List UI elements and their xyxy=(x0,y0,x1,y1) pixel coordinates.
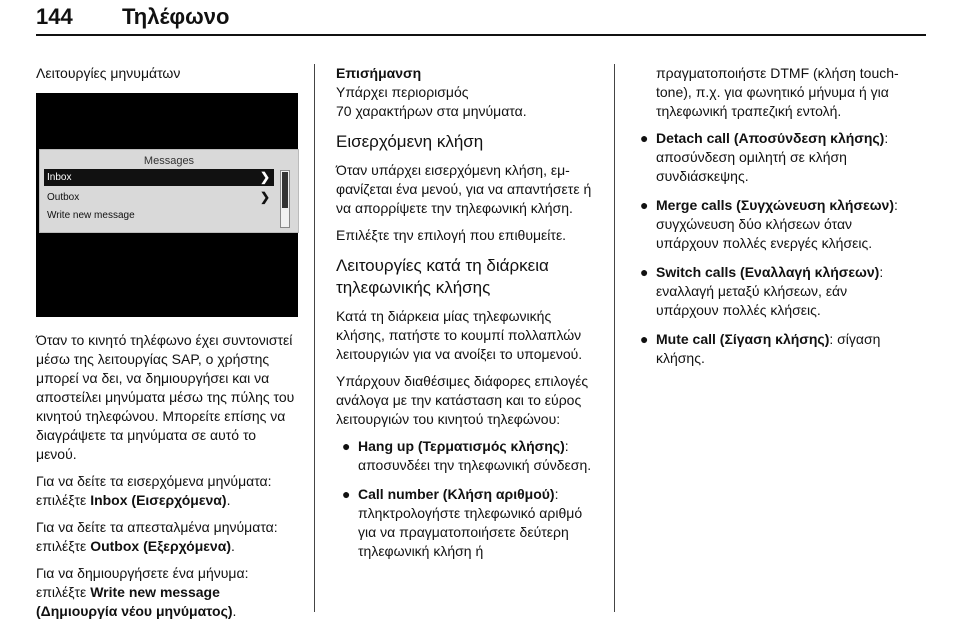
list-item-switch-calls: ● Switch calls (Εναλλαγή κλήσεων): εναλλαγή μεταξύ κλήσεων, εάν υπάρχουν πολλές κλήσεις. xyxy=(640,264,884,318)
paragraph-continuation: πραγματοποιήστε DTMF (κλήση touch-tone), π.χ. για φωνητικό μήνυμα ή για τηλεφωνική τραπεζική εντολή. xyxy=(656,65,899,119)
paragraph-inbox: Για να δείτε τα εισερχόμενα μηνύματα: επιλέξτε Inbox (Εισερχόμενα). xyxy=(36,473,272,508)
chevron-right-icon: ❯ xyxy=(259,190,270,204)
bullet-icon: ● xyxy=(640,130,649,146)
list-item-detach-call: ● Detach call (Αποσύνδεση κλήσης): αποσύνδεση ομιλητή σε κλήση συνδιάσκεψης. xyxy=(640,130,889,184)
inbox-label: Inbox (Εισερχόμενα) xyxy=(90,492,227,508)
menu-item-inbox[interactable] xyxy=(44,169,274,186)
bullet-icon: ● xyxy=(640,264,649,280)
paragraph-incoming: Όταν υπάρχει εισερχόμενη κλήση, εμφανίζεται ένα μενού, για να απαντήσετε ή να απορρίψετε την τηλεφωνική κλήση. xyxy=(336,162,592,216)
messages-screen xyxy=(39,149,299,233)
paragraph-during-call: Κατά τη διάρκεια μίας τηλεφωνικής κλήσης, πατήστε το κουμπί πολλαπλών λειτουργιών για να ανοίξει το υπομενού. xyxy=(336,308,583,362)
note-line: Υπάρχει περιορισμός xyxy=(336,84,469,100)
page-number: 144 xyxy=(36,4,73,29)
note-title: Επισήμανση xyxy=(336,65,422,81)
section-title-messages: Λειτουργίες μηνυμάτων xyxy=(36,65,181,81)
column-1 xyxy=(36,64,298,629)
chevron-right-icon: ❯ xyxy=(259,170,270,184)
bullet-icon: ● xyxy=(640,331,649,347)
column-divider-1 xyxy=(314,64,315,612)
list-item-mute-call: ● Mute call (Σίγαση κλήσης): σίγαση κλήσης. xyxy=(640,331,881,366)
note-line: 70 χαρακτήρων στα μηνύματα. xyxy=(336,103,527,119)
paragraph-outbox: Για να δείτε τα απεσταλμένα μηνύματα: επιλέξτε Outbox (Εξερχόμενα). xyxy=(36,519,278,554)
page-header xyxy=(36,0,926,36)
messages-screen-figure xyxy=(36,93,298,317)
paragraph-select-option: Επιλέξτε την επιλογή που επιθυμείτε. xyxy=(336,227,567,243)
list-item-hang-up: ● Hang up (Τερματισμός κλήσης): αποσυνδέει την τηλεφωνική σύνδεση. xyxy=(342,438,592,473)
scrollbar-thumb[interactable] xyxy=(282,172,288,208)
heading-during-call: Λειτουργίες κατά τη διάρκεια τηλεφωνικής κλήσης xyxy=(336,256,549,297)
list-item-call-number: ● Call number (Κλήση αριθμού): πληκτρολογήστε τηλεφωνικό αριθμό για να πραγματοποιήσετε δεύτερη τηλεφωνική κλήση ή xyxy=(342,486,583,559)
note-block xyxy=(336,64,598,121)
screen-title: Messages xyxy=(143,155,195,167)
menu-item-label: Inbox xyxy=(47,172,72,183)
heading-incoming-call: Εισερχόμενη κλήση xyxy=(336,132,484,151)
outbox-label: Outbox (Εξερχόμενα) xyxy=(90,538,231,554)
bullet-icon: ● xyxy=(640,197,649,213)
column-3 xyxy=(636,64,906,378)
write-new-message-label: Write new message (Δημιουργία νέου μηνύματος) xyxy=(36,584,233,619)
menu-item-outbox[interactable] xyxy=(44,189,274,206)
list-item-merge-calls: ● Merge calls (Συγχώνευση κλήσεων): συγχώνευση δύο κλήσεων όταν υπάρχουν πολλές ενεργές κλήσεις. xyxy=(640,197,898,251)
scrollbar[interactable] xyxy=(280,170,290,228)
menu-item-write-new-message[interactable] xyxy=(44,207,274,224)
bullet-icon: ● xyxy=(342,438,351,454)
menu-item-label: Write new message xyxy=(47,210,135,221)
header-rule xyxy=(36,34,926,36)
paragraph-write: Για να δημιουργήσετε ένα μήνυμα: επιλέξτε Write new message (Δημιουργία νέου μηνύματος). xyxy=(36,565,249,619)
column-2 xyxy=(336,64,598,571)
paragraph-sap: Όταν το κινητό τηλέφωνο έχει συντονιστεί μέσω της λειτουργίας SAP, ο χρήστης μπορεί να δει, να δημιουργήσει και να αποστείλει μηνύματα μέσω της πύλης του κινητού τηλεφώνου. Μπορείτε επίσης να διαγράψετε τα μηνύματα σε αυτό το μενού. xyxy=(36,332,295,462)
bullet-icon: ● xyxy=(342,486,351,502)
column-divider-2 xyxy=(614,64,615,612)
paragraph-options: Υπάρχουν διαθέσιμες διάφορες επιλογές ανάλογα με την κατάσταση και το εύρος λειτουργιών του κινητού τηλεφώνου: xyxy=(336,373,589,427)
page-title: Τηλέφωνο xyxy=(122,4,230,29)
menu-item-label: Outbox xyxy=(47,192,80,203)
